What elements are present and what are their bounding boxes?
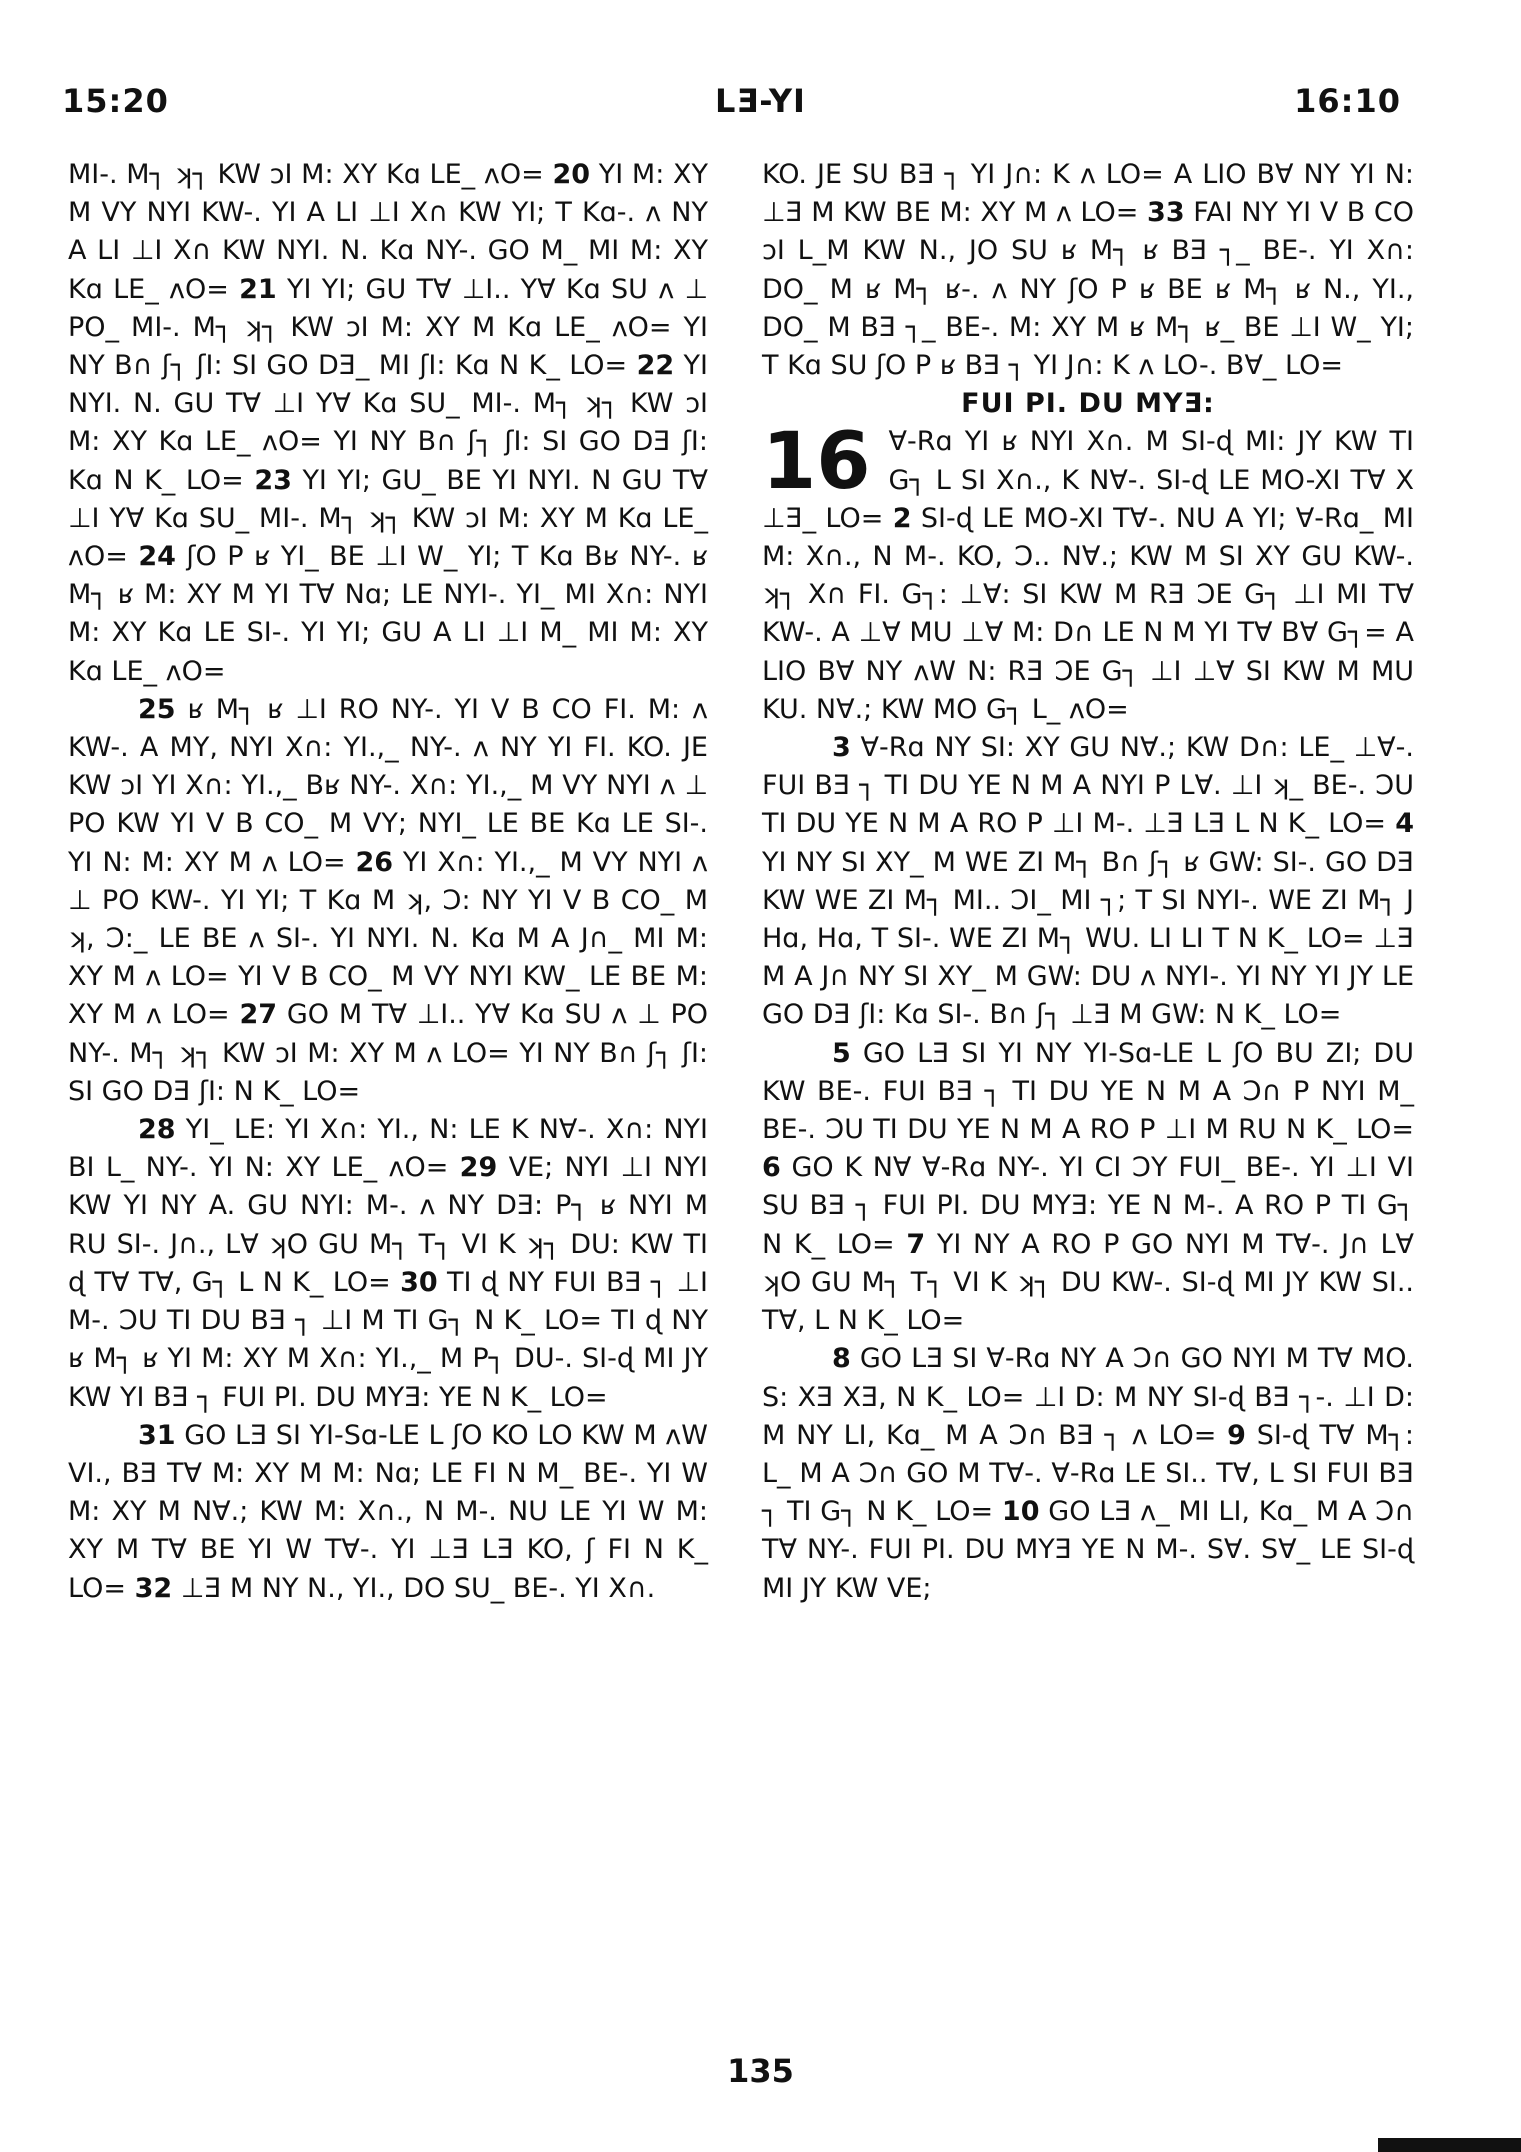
verse-text: SI-ɖ LE MO-XI T∀-. NU A YI; ∀-Rɑ_ MI M: X∩., N M-. KO, Ɔ.. N∀.; KW M SI XY GU KW-. ʞ┐ X∩ FI. G┐: ⊥∀: SI KW M RƎ ƆE G┐ ⊥I MI T∀ KW-. A ⊥∀ MU ⊥∀ M: D∩ LE N M YI T∀ B∀ G┐= A LIO B∀ NY ʌW N: RƎ ƆE G┐ ⊥I ⊥∀ SI KW M MU KU. N∀.; KW MO G┐ L_ ʌO= [762,502,1414,725]
running-head-title: LƎ-YI [715,82,806,120]
verse-text: GO LƎ SI ∀-Rɑ NY A Ɔ∩ GO NYI M T∀ MO. S: XƎ XƎ, N K_ LO= ⊥I D: M NY SI-ɖ BƎ ┐-. ⊥I D: M NY LI, Kɑ_ M A Ɔ∩ BƎ ┐ ʌ LO= [762,1343,1414,1451]
verse-text: KO. JE SU BƎ ┐ YI J∩: K ʌ LO= A LIO B∀ NY YI N: ⊥Ǝ M KW BE M: XY M ʌ LO= [762,159,1414,229]
verse-number: 25 [138,693,176,725]
verse-number: 31 [138,1419,176,1451]
verse-number: 6 [762,1152,781,1184]
verse-text: YI NY SI XY_ M WE ZI M┐ B∩ ʃ┐ ʁ GW: SI-. GO DƎ KW WE ZI M┐ MI.. ƆI_ MI ┐; T SI NYI-. WE ZI M┐ J Hɑ, Hɑ, T SI-. WE ZI M┐ WU. LI LI T N K_ LO= ⊥Ǝ M A J∩ NY SI XY_ M GW: DU ʌ NYI-. YI NY YI JY LE GO DƎ ʃI: Kɑ SI-. B∩ ʃ┐ ⊥Ǝ M GW: N K_ LO= [762,846,1414,1031]
verse-text: GO K N∀ ∀-Rɑ NY-. YI CI ƆY FUI_ BE-. YI ⊥I VI SU BƎ ┐ FUI PI. DU MYƎ: YE N M-. A RO P TI G┐ N K_ LO= [762,1152,1414,1260]
verse-number: 29 [459,1152,498,1184]
verse-number: 26 [355,846,394,878]
paragraph [68,691,708,1111]
verse-number: 7 [906,1228,926,1260]
verse-text: ∀-Rɑ NY SI: XY GU N∀.; KW D∩: LE_ ⊥∀-. FUI BƎ ┐ TI DU YE N M A NYI P L∀. ⊥I ʞ_ BE-. ƆU TI DU YE N M A RO P ⊥I M-. ⊥Ǝ LƎ L N K_ LO= [762,732,1414,840]
verse-text: FAI NY YI V B CO ɔI L_M KW N., JO SU ʁ M┐ ʁ BƎ ┐_ BE-. YI X∩: DO_ M ʁ M┐ ʁ-. ʌ NY ʃO P ʁ BE ʁ M┐ ʁ N., YI., DO_ M BƎ ┐_ BE-. M: XY M ʁ M┐ ʁ_ BE ⊥I W_ YI; T Kɑ SU ʃO P ʁ BƎ ┐ YI J∩: K ʌ LO-. B∀_ LO= [762,197,1415,382]
paragraph [68,1111,708,1417]
chapter-number: 16 [762,417,871,508]
paragraph [68,1417,708,1608]
paragraph [762,156,1414,385]
verse-number: 3 [832,732,851,764]
verse-number: 33 [1147,197,1185,229]
running-head-right: 16:10 [1294,82,1401,120]
verse-text: SI-ɖ T∀ M┐: L_ M A Ɔ∩ GO M T∀-. ∀-Rɑ LE SI.. T∀, L SI FUI BƎ ┐ TI G┐ N K_ LO= [762,1419,1414,1528]
running-head-left: 15:20 [62,82,169,120]
verse-number: 8 [832,1343,851,1375]
verse-number: 21 [239,273,277,305]
section-title: FUI PI. DU MYƎ: [961,388,1215,420]
verse-text: GO LƎ SI YI-Sɑ-LE L ʃO KO LO KW M ʌW VI., BƎ T∀ M: XY M M: Nɑ; LE FI N M_ BE-. YI W M: XY M N∀.; KW M: X∩., N M-. NU LE YI W M: XY M T∀ BE YI W T∀-. YI ⊥Ǝ LƎ KO, ʃ FI N K_ LO= [68,1419,708,1604]
verse-text: YI NYI. N. GU T∀ ⊥I Y∀ Kɑ SU_ MI-. M┐ ʞ┐ KW ɔI M: XY Kɑ LE_ ʌO= YI NY B∩ ʃ┐ ʃI: SI GO DƎ ʃI: Kɑ N K_ LO= [68,350,709,496]
page-number: 135 [727,2052,794,2090]
verse-text: YI NY A RO P GO NYI M T∀-. J∩ L∀ ʞO GU M┐ T┐ VI K ʞ┐ DU KW-. SI-ɖ MI JY KW SI.. T∀, L N K_ LO= [762,1228,1414,1337]
verse-text: YI YI; GU T∀ ⊥I.. Y∀ Kɑ SU ʌ ⊥ PO_ MI-. M┐ ʞ┐ KW ɔI M: XY M Kɑ LE_ ʌO= YI NY B∩ ʃ┐ ʃI: SI GO DƎ_ MI ʃI: Kɑ N K_ LO= [68,273,708,382]
verse-number: 24 [138,541,176,573]
verse-number: 28 [138,1114,176,1146]
verse-text: YI M: XY M VY NYI KW-. YI A LI ⊥I X∩ KW YI; T Kɑ-. ʌ NY A LI ⊥I X∩ KW NYI. N. Kɑ NY-. GO M_ MI M: XY Kɑ LE_ ʌO= [68,159,708,305]
verse-number: 27 [239,999,278,1031]
verse-text: ʃO P ʁ YI_ BE ⊥I W_ YI; T Kɑ Bʁ NY-. ʁ M┐ ʁ M: XY M YI T∀ Nɑ; LE NYI-. YI_ MI X∩: NYI M: XY Kɑ LE SI-. YI YI; GU A LI ⊥I M_ MI M: XY Kɑ LE_ ʌO= [68,541,709,687]
verse-text: GO M T∀ ⊥I.. Y∀ Kɑ SU ʌ ⊥ PO NY-. M┐ ʞ┐ KW ɔI M: XY M ʌ LO= YI NY B∩ ʃ┐ ʃI: SI GO DƎ ʃI: N K_ LO= [68,999,708,1107]
verse-text: MI-. M┐ ʞ┐ KW ɔI M: XY Kɑ LE_ ʌO= [68,159,544,190]
paragraph [762,417,1414,729]
right-column [762,156,1414,1608]
verse-number: 30 [400,1266,438,1298]
verse-number: 32 [134,1572,173,1604]
paragraph [762,1035,1414,1341]
verse-text: GO LƎ ʌ_ MI LI, Kɑ_ M A Ɔ∩ T∀ NY-. FUI PI. DU MYƎ YE N M-. S∀. S∀_ LE SI-ɖ MI JY KW VE; [762,1496,1414,1604]
verse-text: YI YI; GU_ BE YI NYI. N GU T∀ ⊥I Y∀ Kɑ SU_ MI-. M┐ ʞ┐ KW ɔI M: XY M Kɑ LE_ ʌO= [68,464,708,573]
verse-number: 22 [636,350,675,382]
verse-number: 5 [832,1037,851,1069]
verse-text: VE; NYI ⊥I NYI KW YI NY A. GU NYI: M-. ʌ NY DƎ: P┐ ʁ NYI M RU SI-. J∩., L∀ ʞO GU M┐ T┐ VI K ʞ┐ DU: KW TI ɖ T∀ T∀, G┐ L N K_ LO= [68,1152,708,1298]
verse-number: 10 [1001,1496,1040,1528]
verse-number: 9 [1227,1419,1246,1451]
verse-text: GO LƎ SI YI NY YI-Sɑ-LE L ʃO BU ZI; DU KW BE-. FUI BƎ ┐ TI DU YE N M A Ɔ∩ P NYI M_ BE-. ƆU TI DU YE N M A RO P ⊥I M RU N K_ LO= [762,1037,1414,1146]
verse-number: 23 [254,464,292,496]
verse-number: 2 [892,502,912,534]
paragraph [762,1340,1414,1607]
verse-text: YI X∩: YI.,_ M VY NYI ʌ ⊥ PO KW-. YI YI; T Kɑ M ʞ, Ɔ: NY YI V B CO_ M ʞ, Ɔ:_ LE BE ʌ SI-. YI NYI. N. Kɑ M A J∩_ MI M: XY M ʌ LO= YI V B CO_ M VY NYI KW_ LE BE M: XY M ʌ LO= [68,846,708,1031]
verse-number: 4 [1395,808,1414,840]
verse-number: 20 [552,159,591,190]
paragraph [68,156,708,691]
verse-text: ∀-Rɑ YI ʁ NYI X∩. M SI-ɖ MI: JY KW TI G┐ L SI X∩., K N∀-. SI-ɖ LE MO-XI T∀ X ⊥Ǝ_ LO= [762,426,1414,534]
left-column [68,156,708,1608]
corner-mark [1378,2138,1521,2152]
verse-text: ʁ M┐ ʁ ⊥I RO NY-. YI V B CO FI. M: ʌ KW-. A MY, NYI X∩: YI.,_ NY-. ʌ NY YI FI. KO. JE KW ɔI YI X∩: YI.,_ Bʁ NY-. X∩: YI.,_ M VY NYI ʌ ⊥ PO KW YI V B CO_ M VY; NYI_ LE BE Kɑ LE SI-. YI N: M: XY M ʌ LO= [68,693,708,878]
verse-text: ⊥Ǝ M NY N., YI., DO SU_ BE-. YI X∩. [180,1572,656,1604]
verse-text: TI ɖ NY FUI BƎ ┐ ⊥I M-. ƆU TI DU BƎ ┐ ⊥I M TI G┐ N K_ LO= TI ɖ NY ʁ M┐ ʁ YI M: XY M X∩: YI.,_ M P┐ DU-. SI-ɖ MI JY KW YI BƎ ┐ FUI PI. DU MYƎ: YE N K_ LO= [68,1266,708,1413]
paragraph [762,729,1414,1035]
verse-text: YI_ LE: YI X∩: YI., N: LE K N∀-. X∩: NYI BI L_ NY-. YI N: XY LE_ ʌO= [68,1114,709,1184]
